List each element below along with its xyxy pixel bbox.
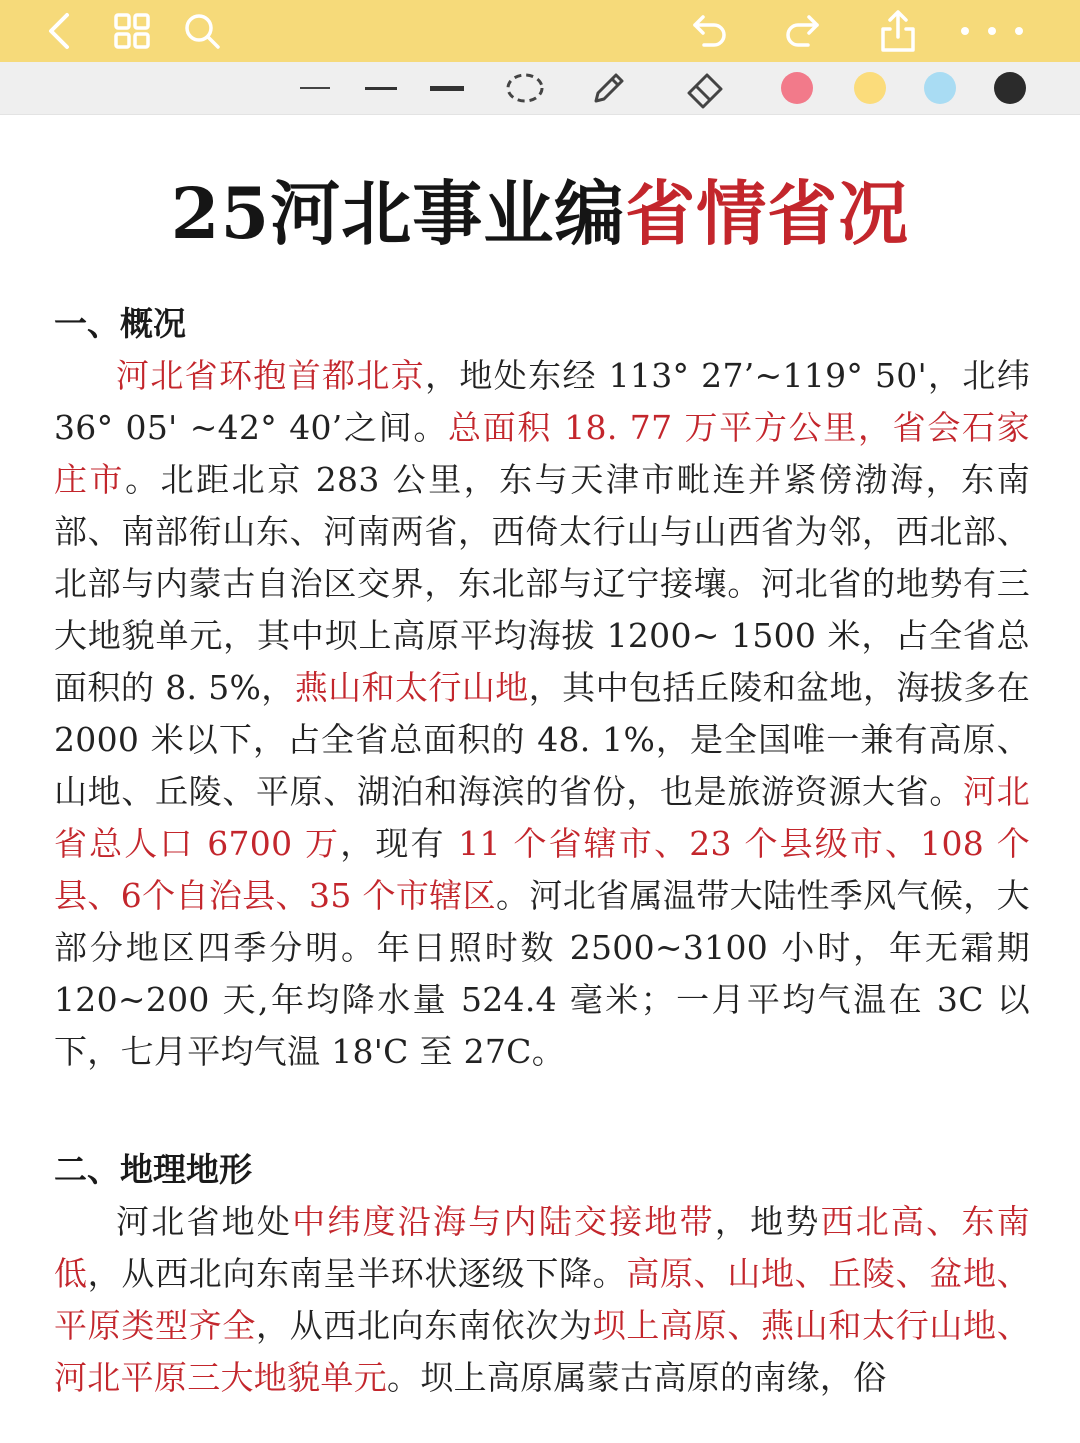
body-text: 。河北省属温带大陆性季风气候，大部分地区四季分明。年日照时数 2500~3100 小时，年无霜期 120~200 天,年均降水量 524.4 毫米；一月平均气温在 3C 以下，七月平均气温 18'C 至 27C。 xyxy=(54,876,1030,1071)
lasso-icon[interactable] xyxy=(503,68,547,108)
body-text: ，从西北向东南依次为 xyxy=(256,1306,593,1345)
title-red-part: 省情省况 xyxy=(625,172,910,255)
top-app-bar xyxy=(0,0,1080,62)
highlight-text: 11 个省辖市、23 个县级市、108 个县、6个自治县、35 个市辖区 xyxy=(54,824,1030,915)
highlight-text: 中纬度沿海与内陆交接地带 xyxy=(292,1202,715,1241)
body-text: 。坝上高原属蒙古高原的南缘，俗 xyxy=(387,1358,887,1397)
color-swatch-black[interactable] xyxy=(994,72,1026,104)
color-swatch-yellow[interactable] xyxy=(854,72,886,104)
body-text: ，其中包括丘陵和盆地，海拔多在 2000 米以下，占全省总面积的 48. 1%，是全国唯一兼有高原、 山地、丘陵、平原、湖泊和海滨的省份，也是旅游资源大省。 xyxy=(54,668,1030,811)
body-text: 河北省地处 xyxy=(116,1202,293,1241)
highlight-text: 河北省环抱首都北京 xyxy=(116,356,426,395)
pen-toolbar xyxy=(0,62,1080,115)
back-chevron-icon[interactable] xyxy=(40,7,80,55)
grid-icon[interactable] xyxy=(110,7,154,55)
pencil-icon[interactable] xyxy=(587,66,631,110)
overview-paragraph xyxy=(54,350,1030,1078)
page-title xyxy=(0,174,1080,254)
search-icon[interactable] xyxy=(180,7,224,55)
highlight-text: 总面积 18. 77 万平方公里，省会石家庄市 xyxy=(54,408,1030,499)
body-text: ，从西北向东南呈半环状逐级下降。 xyxy=(87,1254,627,1293)
title-black-part: 25河北事业编 xyxy=(170,172,626,255)
medium-line-icon[interactable] xyxy=(363,74,399,102)
redo-icon[interactable] xyxy=(780,7,824,55)
body-text: ，地处东经 113° 27’~119° 50'，北纬 36° 05' ~42° 40’之间。 xyxy=(54,356,1031,447)
section-heading-overview: 一、概况 xyxy=(54,304,186,343)
color-swatch-pink[interactable] xyxy=(781,72,813,104)
highlight-text: 高原、山地、丘陵、盆地、平原类型齐全 xyxy=(54,1254,1030,1345)
highlight-text: 河北省总人口 6700 万 xyxy=(54,772,1030,863)
more-icon[interactable] xyxy=(955,7,1029,55)
section-heading-geography: 二、地理地形 xyxy=(54,1150,252,1189)
share-icon[interactable] xyxy=(876,7,920,55)
undo-icon[interactable] xyxy=(688,7,732,55)
document-page xyxy=(0,114,1080,1443)
body-text: 。北距北京 283 公里，东与天津市毗连并紧傍渤海，东南部、南部衔山东、河南两省，西倚太行山与山西省为邻，西北部、北部与内蒙古自治区交界，东北部与辽宁接壤。河北省的地势有三大地貌单元，其中坝上高原平均海拔 1200~ 1500 米，占全省总面积的 8. 5%， xyxy=(54,460,1030,707)
geography-paragraph xyxy=(54,1196,1030,1404)
highlight-text: 燕山和太行山地 xyxy=(294,668,529,707)
highlight-text: 西北高、东南低 xyxy=(54,1202,1030,1293)
color-swatch-blue[interactable] xyxy=(924,72,956,104)
thick-line-icon[interactable] xyxy=(428,74,466,102)
eraser-icon[interactable] xyxy=(682,66,728,110)
highlight-text: 坝上高原、燕山和太行山地、河北平原三大地貌单元 xyxy=(54,1306,1030,1397)
body-text: ，地势 xyxy=(714,1202,821,1241)
body-text: ，现有 xyxy=(340,824,459,863)
thin-line-icon[interactable] xyxy=(298,74,332,102)
